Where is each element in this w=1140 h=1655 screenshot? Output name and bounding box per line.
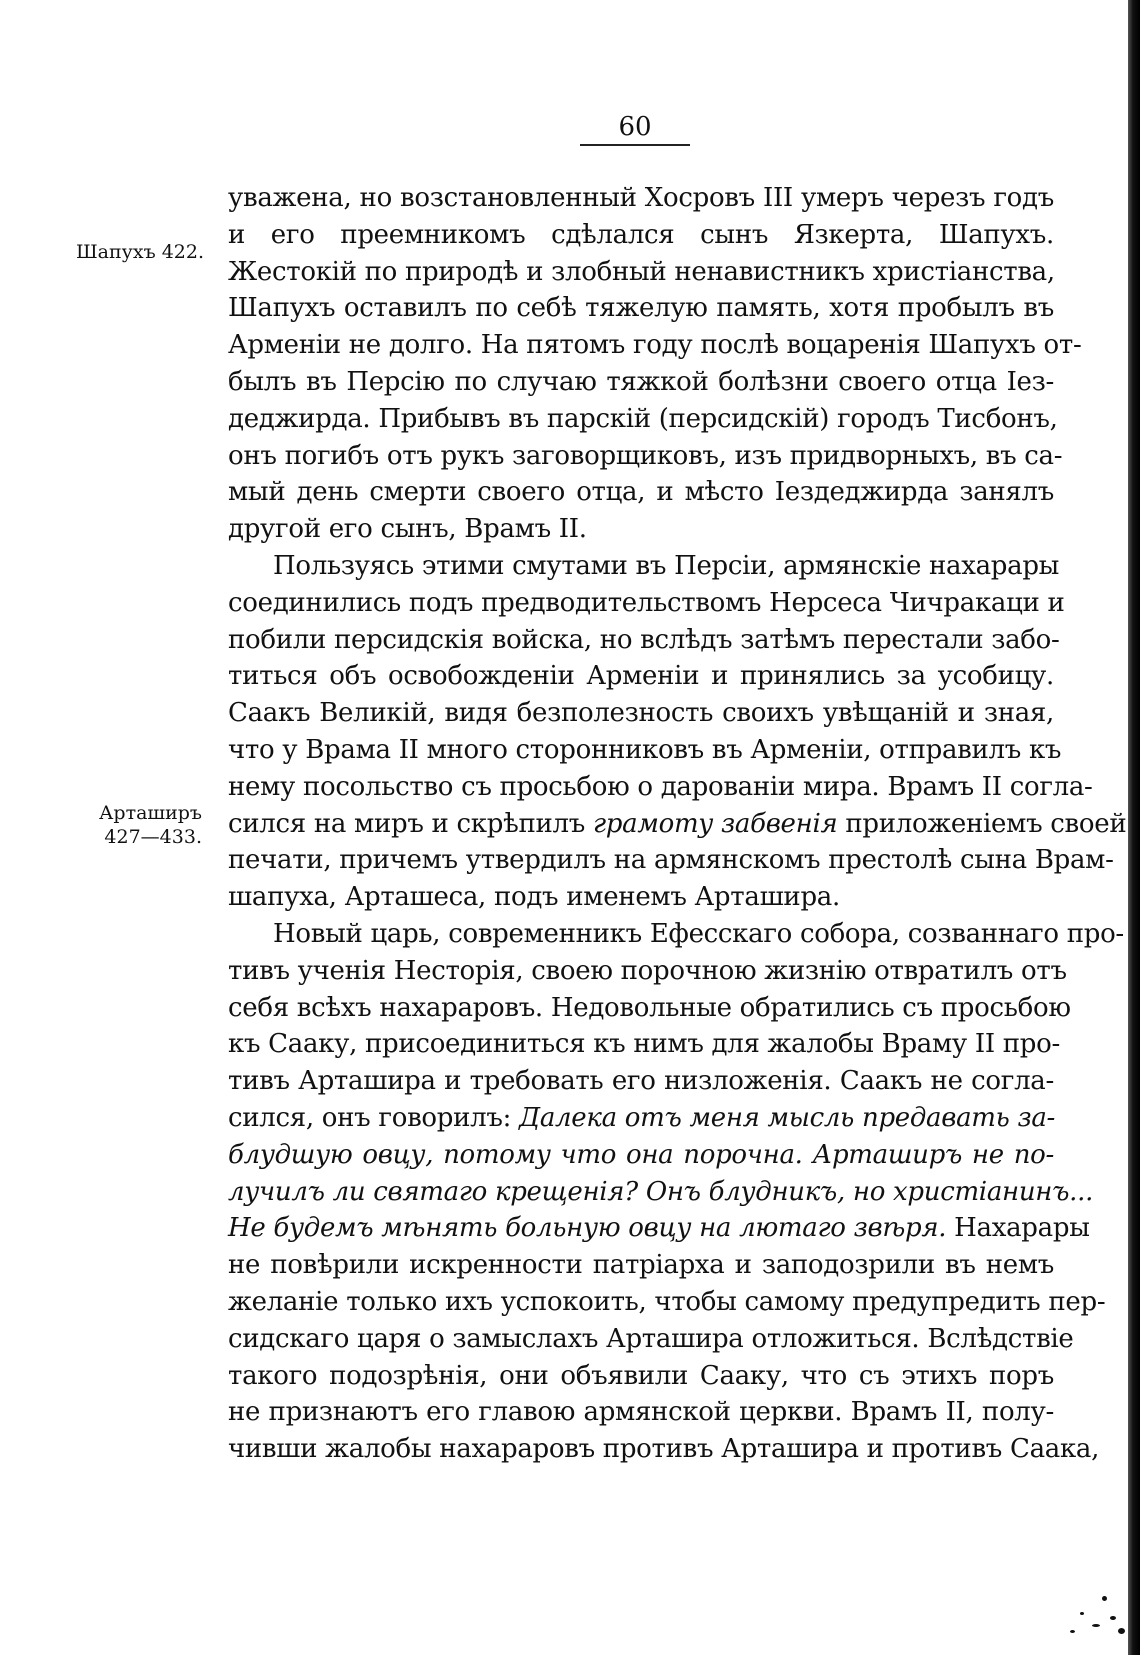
text-run: мый день смерти своего отца, и мѣсто Іездеджирда занялъ <box>228 477 1054 508</box>
text-line <box>228 769 1093 806</box>
text-line <box>228 180 1054 217</box>
text-line <box>228 548 1060 585</box>
text-run: сился на миръ и скрѣпилъ <box>228 808 593 839</box>
text-line <box>228 1063 1054 1100</box>
text-run: тивъ ученія Несторія, своею порочною жизнію отвратилъ отъ <box>228 955 1067 986</box>
text-run: Арменіи не долго. На пятомъ году послѣ воцаренія Шапухъ от- <box>228 330 1082 361</box>
margin-note-shapukh <box>74 240 204 264</box>
text-line <box>228 1247 1054 1284</box>
text-run: соединились подъ предводительствомъ Нерсеса Чичракаци и <box>228 587 1065 618</box>
text-line <box>228 474 1054 511</box>
text-line <box>228 916 1124 953</box>
text-line <box>228 732 1062 769</box>
text-run: не повѣрили искренности патріарха и заподозрили въ немъ <box>228 1250 1054 1281</box>
text-run: шапуха, Арташеса, подъ именемъ Арташира. <box>228 882 840 913</box>
page-number: 60 <box>580 112 690 146</box>
text-line <box>228 327 1082 364</box>
text-line <box>228 1210 1090 1247</box>
margin-note-line: Шапухъ 422. <box>76 241 204 263</box>
text-run: нему посольство съ просьбою о дарованіи мира. Врамъ II согла- <box>228 771 1093 802</box>
text-line <box>228 1394 1054 1431</box>
text-line <box>228 622 1060 659</box>
text-run: чивши жалобы нахараровъ противъ Арташира и противъ Саака, <box>228 1434 1100 1465</box>
text-run: и его преемникомъ сдѣлался сынъ Язкерта, Шапухъ. <box>228 219 1054 250</box>
italic-text-run: грамоту забвенія <box>592 808 838 839</box>
text-line <box>228 254 1054 291</box>
text-line <box>228 842 1114 879</box>
text-line <box>228 511 1054 548</box>
text-run: побили персидскія войска, но вслѣдъ затѣмъ перестали забо- <box>228 624 1060 655</box>
text-run: Новый царь, современникъ Ефесскаго собора, созваннаго про- <box>273 918 1124 949</box>
text-run: былъ въ Персію по случаю тяжкой болѣзни своего отца Іез- <box>228 366 1054 397</box>
text-run: деджирда. Прибывъ въ парскій (персидскій) городъ Тисбонъ, <box>228 403 1058 434</box>
text-line <box>228 585 1065 622</box>
text-run: Жестокій по природѣ и злобный ненавистникъ христіанства, <box>228 256 1055 287</box>
body-text <box>228 180 1127 1468</box>
text-line <box>228 1358 1054 1395</box>
text-run: уважена, но возстановленный Хосровъ III умеръ черезъ годъ <box>228 183 1054 213</box>
text-line <box>228 658 1054 695</box>
text-line <box>228 217 1054 254</box>
text-run: Саакъ Великій, видя безполезность своихъ увѣщаній и зная, <box>228 698 1054 729</box>
text-line <box>228 695 1054 732</box>
text-run: Нахарары <box>946 1213 1090 1244</box>
text-line <box>228 401 1058 438</box>
text-line <box>228 1321 1074 1358</box>
text-line <box>228 1431 1100 1468</box>
text-run: не признаютъ его главою армянской церкви. Врамъ II, полу- <box>228 1397 1054 1428</box>
text-run: желаніе только ихъ успокоить, чтобы самому предупредить пер- <box>228 1286 1106 1317</box>
text-line <box>228 438 1063 475</box>
text-run: Шапухъ оставилъ по себѣ тяжелую память, хотя пробылъ въ <box>228 293 1054 324</box>
italic-text-run: Далека отъ меня мысль предавать за- <box>519 1102 1056 1133</box>
text-line <box>228 290 1054 327</box>
scan-specks <box>1040 1590 1126 1640</box>
margin-note-line: 427—433. <box>104 826 202 848</box>
text-run: Пользуясь этими смутами въ Персіи, армянскіе нахарары <box>273 550 1060 581</box>
page-edge-shadow <box>1128 0 1140 1655</box>
text-line <box>228 806 1127 843</box>
italic-text-run: блудшую овцу, потому что она порочна. Арташиръ не по- <box>228 1139 1054 1170</box>
text-run: другой его сынъ, Врамъ II. <box>228 514 587 545</box>
text-run: къ Сааку, присоединиться къ нимъ для жалобы Враму II про- <box>228 1029 1060 1060</box>
italic-text-run: лучилъ ли святаго крещенія? Онъ блудникъ, но христіанинъ... <box>228 1176 1094 1207</box>
margin-note-artashir <box>74 801 202 849</box>
text-run: титься объ освобожденіи Арменіи и принялись за усобицу. <box>228 661 1054 692</box>
text-line <box>228 1284 1106 1321</box>
text-line <box>228 953 1067 990</box>
text-run: что у Врама II много сторонниковъ въ Арменіи, отправилъ къ <box>228 734 1062 765</box>
text-run: печати, причемъ утвердилъ на армянскомъ престолѣ сына Врам- <box>228 845 1114 876</box>
italic-text-run: Не будемъ мѣнять больную овцу на лютаго звѣря. <box>228 1213 947 1244</box>
text-line <box>228 990 1071 1027</box>
text-run: себя всѣхъ нахараровъ. Недовольные обратились съ просьбою <box>228 992 1071 1023</box>
text-run: сился, онъ говорилъ: <box>228 1102 520 1133</box>
text-run: сидскаго царя о замыслахъ Арташира отложиться. Вслѣдствіе <box>228 1323 1074 1354</box>
text-line <box>228 879 1054 916</box>
text-line <box>228 1026 1060 1063</box>
text-line <box>228 1100 1054 1137</box>
text-line <box>228 364 1054 401</box>
text-run: такого подозрѣнія, они объявили Сааку, что съ этихъ поръ <box>228 1360 1054 1391</box>
text-run: онъ погибъ отъ рукъ заговорщиковъ, изъ придворныхъ, въ са- <box>228 440 1063 471</box>
text-run: тивъ Арташира и требовать его низложенія. Саакъ не согла- <box>228 1066 1054 1097</box>
text-line <box>228 1137 1054 1174</box>
text-run: приложеніемъ своей <box>837 808 1127 839</box>
text-line <box>228 1174 1094 1211</box>
margin-note-line: Арташиръ <box>99 802 202 824</box>
